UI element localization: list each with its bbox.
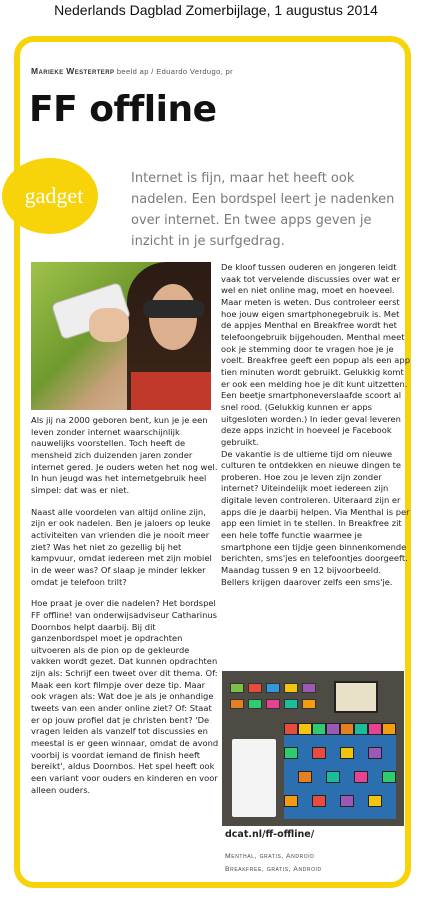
image-credits: beeld ap / Eduardo Verdugo, pr [116,67,234,76]
intro-text: Internet is fijn, maar het heeft ook nadelen. Een bordspel leert je nadenken over internet. En twee apps geven je inzicht in je surfgedrag. [131,171,395,249]
paragraph: Als jij na 2000 geboren bent, kun je je een leven zonder internet waarschijnlijk nauwelijks voorstellen. Toch heeft de mensheid zich duizenden jaren zonder internet gered. Je ouders weten het nog wel. In hun jeugd was het internetgebruik heel simpel: dat was er niet. [31,415,218,495]
app-credit: Breakfree, gratis, Android [225,866,322,873]
author-name: Marieke Westerterp [31,66,115,76]
newspaper-header: Nederlands Dagblad Zomerbijlage, 1 augustus 2014 [54,2,378,18]
byline [31,66,233,76]
headline: FF offline [29,89,217,130]
woman-with-phone-photo [31,262,211,410]
gadget-badge: gadget [2,158,98,234]
website-link[interactable]: dcat.nl/ff-offline/ [225,829,315,840]
app-credit: Menthal, gratis, Android [225,853,315,860]
paragraph: Naast alle voordelen van altijd online zijn, zijn er ook nadelen. Ben je jaloers op leuke activiteiten van vrienden die je nooit meer ziet? Was het niet zo gezellig bij het kampvuur, omdat iedereen met zijn mobiel in de weer was? Of slaap je minder lekker omdat je telefoon trilt? [31,506,212,587]
board-game-photo [222,671,404,826]
body-column-right [221,262,411,598]
paragraph: Hoe praat je over die nadelen? Het bordspel FF offline! van onderwijsadviseur Catharinus Doornbos helpt daarbij. Bij dit ganzenbordspel moet je opdrachten uitvoeren als de pion op de gekleurde vakken wordt gezet. Dat kunnen opdrachten zijn als: Schrijf een tweet over dit thema. Of: Maak een kort filmpje over deze tip. Maar ook vragen als: Wat doe je als je onhandige tweets van een ander online ziet? Of: Staat er op jouw profiel dat je christen bent? 'De vragen leiden als vanzelf tot discussies en meestal is er geen winnaar, omdat de avond voorbij is voordat iemand de finish heeft bereikt', aldus Doornbos. Het spel heeft ook een variant voor ouders en kinderen en voor alleen ouders. [31,598,219,795]
paragraph: De vakantie is de ultieme tijd om nieuwe culturen te ontdekken en nieuwe dingen te proberen. Hoe zou je leven zijn zonder internet? Uiteindelijk moet iedereen zijn digitale leven controleren. Uiteraard zijn er apps die je daarbij helpen. Via Menthal is per app een limiet in te stellen. In Breakfree zit een hele toffe functie waarmee je smartphone een tijdje geen binnenkomende berichten, sms'jes en telefoontjes doorgeeft. Maandag tussen 9 en 12 bijvoorbeeld. Bellers krijgen daarover zelfs een sms'je. [221,448,410,587]
paragraph: De kloof tussen ouderen en jongeren leidt vaak tot vervelende discussies over wat er wel en niet online mag, moet en hoeveel. Maar meten is weten. Dus controleer eerst hoe jouw eigen smartphonegebruik is. Met de appjes Menthal en Breakfree wordt het telefoongebruik bijgehouden. Menthal meet ook je stemming door te vragen hoe je je voelt. Breakfree geeft een popup als een app tien minuten wordt gebruikt. Gelukkig komt er ook een melding hoe je dit kunt uitzetten. Een beetje smartphoneverslaafde scoort al snel rood. (Gelukkig kunnen er apps uitgesloten worden.) In ieder geval leveren deze apps inzicht in hoeveel je Facebook gebruikt. [221,262,410,447]
body-column-left [31,415,221,806]
